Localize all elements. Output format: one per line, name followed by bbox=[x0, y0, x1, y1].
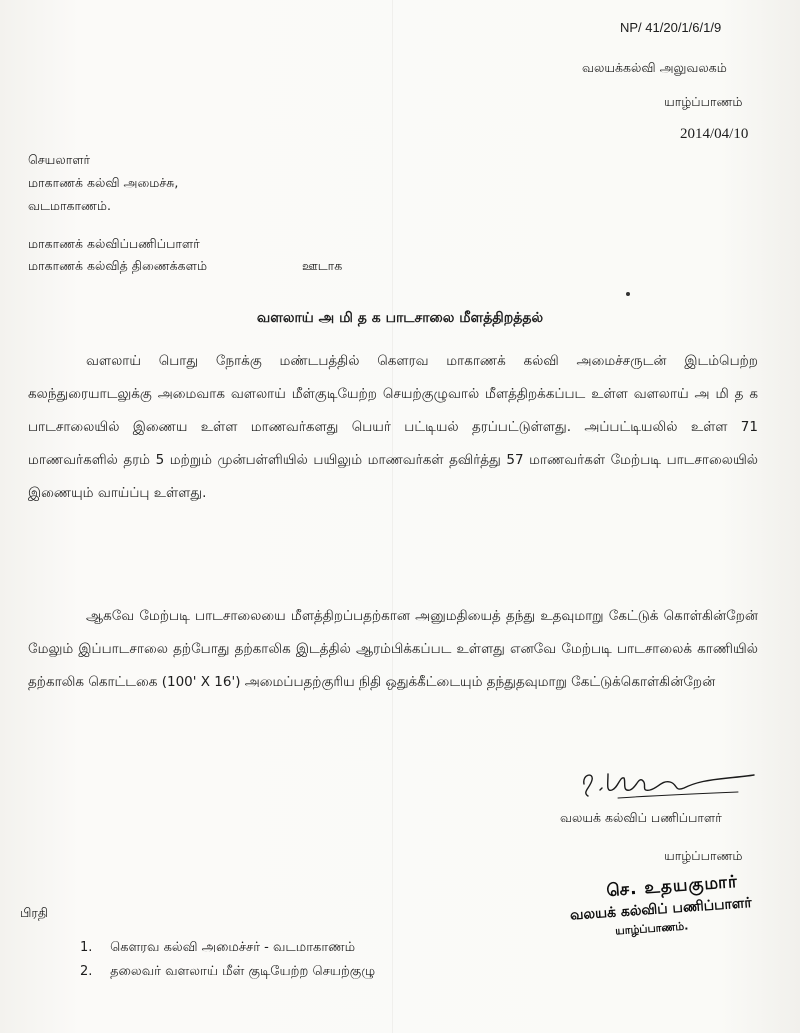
list-item-text: தலைவர் வளலாய் மீள் குடியேற்ற செயற்குழு bbox=[110, 964, 376, 979]
paper-fold bbox=[392, 0, 393, 1033]
seal-name: செ. உதயகுமார் bbox=[605, 871, 739, 902]
signatory-city: யாழ்ப்பாணம் bbox=[664, 848, 743, 863]
list-item-number: 1. bbox=[80, 940, 93, 955]
official-seal bbox=[567, 862, 792, 957]
body-paragraph-1 bbox=[28, 345, 758, 510]
handwritten-signature bbox=[578, 766, 758, 806]
recipient-line-1: செயலாளர் bbox=[28, 152, 91, 167]
reference-number: NP/ 41/20/1/6/1/9 bbox=[620, 20, 722, 35]
list-item bbox=[80, 936, 375, 960]
seal-city: யாழ்ப்பாணம். bbox=[614, 919, 689, 938]
recipient-line-3: வடமாகாணம். bbox=[28, 198, 111, 213]
copy-list bbox=[80, 936, 375, 984]
list-item-text: கௌரவ கல்வி அமைச்சர் - வடமாகாணம் bbox=[110, 940, 356, 955]
list-item-number: 2. bbox=[80, 964, 93, 979]
sender-office: வலயக்கல்வி அலுவலகம் bbox=[582, 60, 727, 75]
recipient-line-2: மாகாணக் கல்வி அமைச்சு, bbox=[28, 175, 179, 190]
list-item bbox=[80, 960, 375, 984]
paragraph-text: ஆகவே மேற்படி பாடசாலையை மீளத்திறப்பதற்கான அனுமதியைத் தந்து உதவுமாறு கேட்டுக் கொள்கின்றேன் மேலும் இப்பாடசாலை தற்போது தற்காலிக இடத்தில் ஆரம்பிக்கப்பட உள்ளது எனவே மேற்படி பாடசாலைக் காணியில் தற்காலிக கொட்டகை (100' X 16') அமைப்பதற்குரிய நிதி ஒதுக்கீட்டையும் தந்துதவுமாறு கேட்டுக்கொள்கின்றேன் bbox=[28, 608, 758, 690]
copy-label: பிரதி bbox=[20, 905, 49, 920]
paragraph-text: வளலாய் பொது நோக்கு மண்டபத்தில் கௌரவ மாகாணக் கல்வி அமைச்சருடன் இடம்பெற்ற கலந்துரையாடலுக்கு அமைவாக வளலாய் மீள்குடியேற்ற செயற்குழுவால் மீளத்திறக்கப்பட உள்ள வளலாய் அ மி த க பாடசாலையில் இணைய உள்ள மாணவர்களது பெயர் பட்டியல் தரப்பட்டுள்ளது. அப்பட்டியலில் உள்ள 71 மாணவர்களில் தரம் 5 மற்றும் முன்பள்ளியில் பயிலும் மாணவர்கள் தவிர்த்து 57 மாணவர்கள் மேற்படி பாடசாலையில் இணையும் வாய்ப்பு உள்ளது. bbox=[28, 353, 758, 501]
letter-subject: வளலாய் அ மி த க பாடசாலை மீளத்திறத்தல் bbox=[256, 310, 544, 326]
recipient-line-5: மாகாணக் கல்வித் திணைக்களம் bbox=[28, 258, 208, 273]
recipient-via: ஊடாக bbox=[302, 258, 343, 273]
signatory-title: வலயக் கல்விப் பணிப்பாளர் bbox=[560, 810, 722, 825]
sender-city: யாழ்ப்பாணம் bbox=[664, 94, 743, 109]
ink-dot bbox=[626, 292, 630, 296]
recipient-line-4: மாகாணக் கல்விப்பணிப்பாளர் bbox=[28, 236, 200, 251]
body-paragraph-2 bbox=[28, 600, 758, 699]
seal-title: வலயக் கல்விப் பணிப்பாளர் bbox=[569, 895, 753, 924]
letter-date: 2014/04/10 bbox=[680, 126, 749, 142]
